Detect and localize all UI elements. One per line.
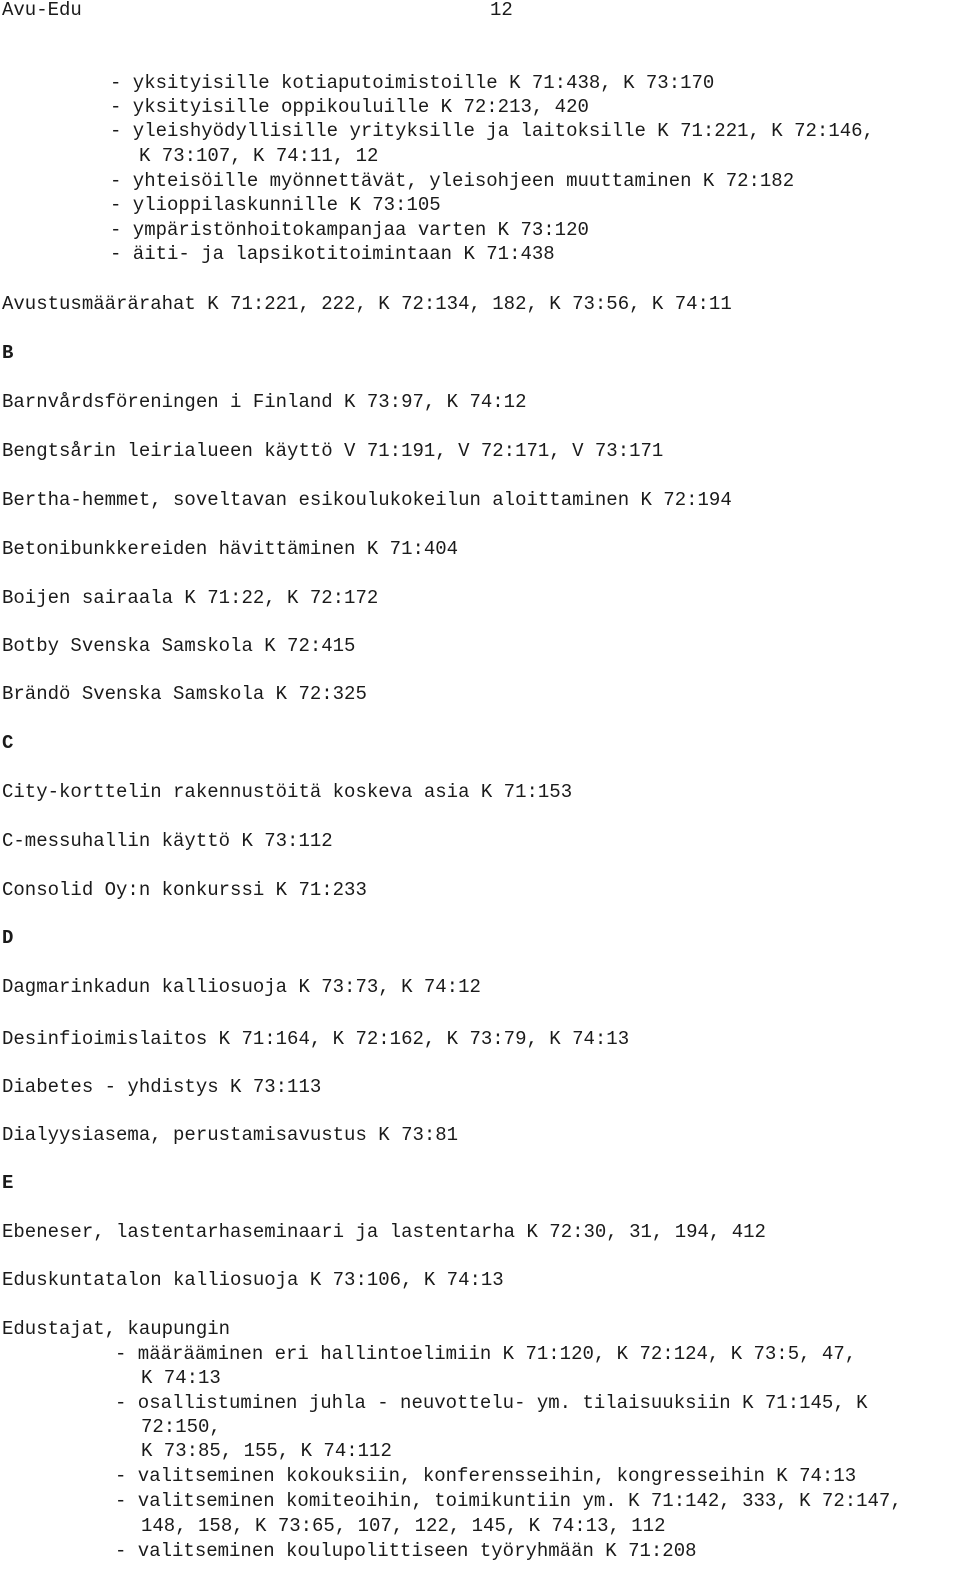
index-subentry: - yksityisille kotiaputoimistoille K 71:438, K 73:170	[110, 72, 715, 94]
index-entry: Dagmarinkadun kalliosuoja K 73:73, K 74:12	[2, 976, 481, 998]
index-subentry-continuation: 72:150,	[141, 1416, 221, 1438]
index-entry: Diabetes - yhdistys K 73:113	[2, 1076, 322, 1098]
running-header-title: Avu-Edu	[2, 0, 82, 21]
page-number: 12	[490, 0, 513, 21]
section-letter: D	[2, 927, 14, 949]
index-subentry-continuation: K 73:85, 155, K 74:112	[141, 1440, 392, 1462]
section-letter: E	[2, 1172, 14, 1194]
index-subentry: - valitseminen kokouksiin, konferensseihin, kongresseihin K 74:13	[115, 1465, 857, 1487]
index-subentry: - valitseminen koulupolittiseen työryhmään K 71:208	[115, 1540, 697, 1562]
index-entry: City-korttelin rakennustöitä koskeva asia K 71:153	[2, 781, 573, 803]
index-subentry: - ympäristönhoitokampanjaa varten K 73:120	[110, 219, 589, 241]
index-subentry: - ylioppilaskunnille K 73:105	[110, 194, 441, 216]
index-subentry-continuation: K 73:107, K 74:11, 12	[139, 145, 379, 167]
index-entry: Edustajat, kaupungin	[2, 1318, 231, 1340]
index-entry: Desinfioimislaitos K 71:164, K 72:162, K 73:79, K 74:13	[2, 1028, 630, 1050]
index-subentry: - valitseminen komiteoihin, toimikuntiin ym. K 71:142, 333, K 72:147,	[115, 1490, 902, 1512]
index-subentry: - osallistuminen juhla - neuvottelu- ym. tilaisuuksiin K 71:145, K	[115, 1392, 868, 1414]
index-subentry-continuation: 148, 158, K 73:65, 107, 122, 145, K 74:13, 112	[141, 1515, 666, 1537]
index-subentry: - yleishyödyllisille yrityksille ja laitoksille K 71:221, K 72:146,	[110, 120, 874, 142]
index-entry: Bengtsårin leirialueen käyttö V 71:191, V 72:171, V 73:171	[2, 440, 664, 462]
index-subentry-continuation: K 74:13	[141, 1367, 221, 1389]
index-entry: Boijen sairaala K 71:22, K 72:172	[2, 587, 379, 609]
index-subentry: - määrääminen eri hallintoelimiin K 71:120, K 72:124, K 73:5, 47,	[115, 1343, 857, 1365]
index-entry: Eduskuntatalon kalliosuoja K 73:106, K 74:13	[2, 1269, 504, 1291]
index-entry: Ebeneser, lastentarhaseminaari ja lastentarha K 72:30, 31, 194, 412	[2, 1221, 766, 1243]
index-entry: Avustusmäärärahat K 71:221, 222, K 72:134, 182, K 73:56, K 74:11	[2, 293, 732, 315]
index-entry: Consolid Oy:n konkurssi K 71:233	[2, 879, 367, 901]
index-subentry: - yhteisöille myönnettävät, yleisohjeen muuttaminen K 72:182	[110, 170, 795, 192]
index-entry: Botby Svenska Samskola K 72:415	[2, 635, 356, 657]
section-letter: B	[2, 342, 14, 364]
index-entry: Brändö Svenska Samskola K 72:325	[2, 683, 367, 705]
section-letter: C	[2, 732, 14, 754]
index-entry: Barnvårdsföreningen i Finland K 73:97, K 74:12	[2, 391, 527, 413]
index-subentry: - yksityisille oppikouluille K 72:213, 420	[110, 96, 589, 118]
index-entry: Dialyysiasema, perustamisavustus K 73:81	[2, 1124, 459, 1146]
index-subentry: - äiti- ja lapsikotitoimintaan K 71:438	[110, 243, 555, 265]
index-entry: Bertha-hemmet, soveltavan esikoulukokeilun aloittaminen K 72:194	[2, 489, 732, 511]
index-entry: Betonibunkkereiden hävittäminen K 71:404	[2, 538, 459, 560]
index-entry: C-messuhallin käyttö K 73:112	[2, 830, 333, 852]
